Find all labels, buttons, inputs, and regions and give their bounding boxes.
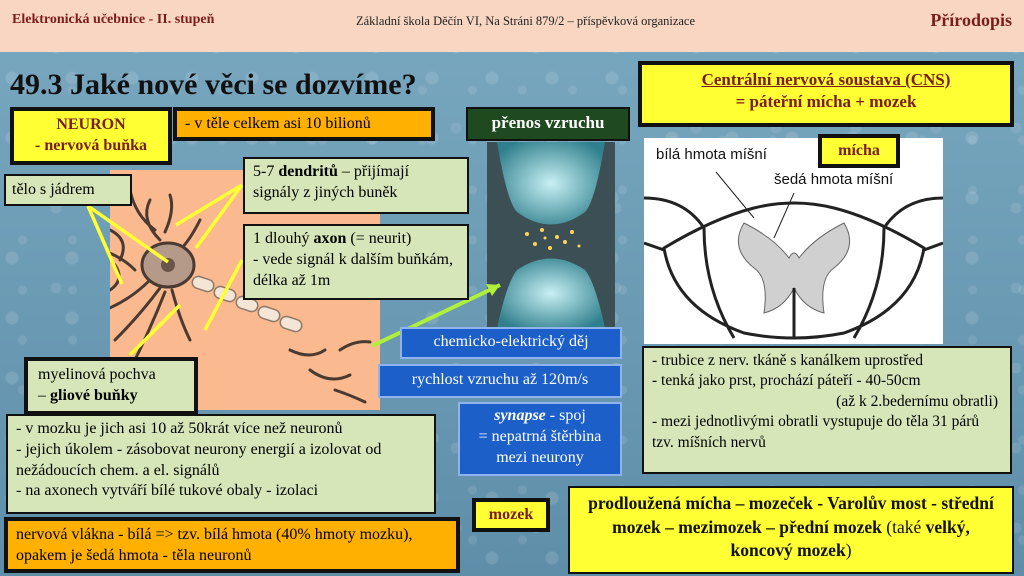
cell-body-box: tělo s jádrem (4, 174, 132, 206)
dendrites-box (243, 157, 469, 214)
neuron-title-box (10, 107, 172, 165)
glia-term: gliové buňky (50, 386, 138, 404)
glia-line: - v mozku je jich asi 10 až 50krát více než neuronů (16, 420, 343, 437)
spinal-cord-label-box: mícha (818, 134, 900, 168)
spinal-line: (až k 2.bedernímu obratli) (836, 392, 998, 410)
nerve-fibers-box: nervová vlákna - bílá => tzv. bílá hmota (40% hmoty mozku), opakem je šedá hmota - těla neuronů (4, 517, 460, 573)
white-matter-label: bílá hmota míšní (656, 146, 767, 163)
page-title: 49.3 Jaké nové věci se dozvíme? (10, 68, 417, 101)
spinal-cord-info-box (642, 346, 1012, 474)
spinal-line: - mezi jednotlivými obratli vystupuje do těla 31 párů tzv. míšních nervů (652, 413, 980, 451)
brain-label-box: mozek (472, 498, 550, 532)
synapse-def-box (458, 402, 622, 476)
glia-line: - jejich úkolem - zásobovat neurony energií a izolovat od nežádoucích chem. a el. signálů (16, 440, 382, 479)
pointer-axon (205, 260, 242, 330)
pointer-dendrites-2 (196, 185, 242, 248)
brain-paren-open: (také (881, 516, 926, 537)
dendrites-desc: – přijímají signály z jiných buněk (253, 163, 410, 201)
header-school-text: Základní škola Děčín VI, Na Stráni 879/2 – příspěvková organizace (356, 14, 696, 28)
spinal-line: - tenká jako prst, prochází páteří - 40-50cm (652, 372, 921, 390)
axon-term: axon (313, 230, 347, 247)
axon-pre: 1 dlouhý (253, 230, 314, 247)
header-left-text: Elektronická učebnice - II. stupeň (12, 12, 215, 27)
axon-box (243, 224, 469, 300)
neuron-title: NEURON (56, 116, 126, 133)
neuron-count-box: - v těle celkem asi 10 bilionů (173, 107, 435, 141)
glia-info-box (6, 414, 436, 514)
myelin-dash: – (38, 386, 50, 404)
impulse-transfer-box: přenos vzruchu (466, 107, 630, 141)
synapse-definition: = nepatrná štěrbina mezi neurony (478, 427, 602, 466)
axon-post: (= neurit) (346, 230, 412, 247)
myelin-label: myelinová pochva (38, 366, 156, 383)
brain-parts-text: prodloužená mícha – mozeček - Varolův most - střední mozek – mezimozek – (588, 493, 994, 537)
chemical-electrical-box: chemicko-elektrický děj (400, 327, 622, 359)
axon-desc: - vede signál k dalším buňkám, délka až 1m (253, 250, 453, 289)
cerebrum-term: velký, koncový mozek (730, 516, 970, 561)
glia-line: - na axonech vytváří bílé tukové obaly - izolaci (16, 482, 319, 500)
dendrites-term: dendritů (278, 163, 338, 180)
pointer-myelin (130, 305, 180, 355)
forebrain-term: přední mozek (779, 516, 882, 537)
myelin-box (24, 357, 198, 415)
pointer-dendrites (176, 185, 242, 225)
cns-title: Centrální nervová soustava (CNS) (701, 70, 951, 89)
synapse-dash: - spoj (545, 407, 586, 424)
neuron-subtitle: - nervová buňka (34, 136, 148, 154)
cns-definition: = páteřní mícha + mozek (735, 92, 917, 112)
dendrites-pre: 5-7 (253, 163, 279, 180)
brain-parts-box (568, 486, 1014, 574)
impulse-speed-box: rychlost vzruchu až 120m/s (378, 364, 622, 398)
brain-paren-close: ) (845, 540, 852, 561)
gray-matter-label: šedá hmota míšní (774, 171, 894, 188)
cns-box (638, 61, 1014, 127)
header-subject: Přírodopis (930, 10, 1012, 30)
synapse-term: synapse (494, 407, 546, 424)
spinal-line: - trubice z nerv. tkáně s kanálkem uprostřed (652, 352, 924, 369)
